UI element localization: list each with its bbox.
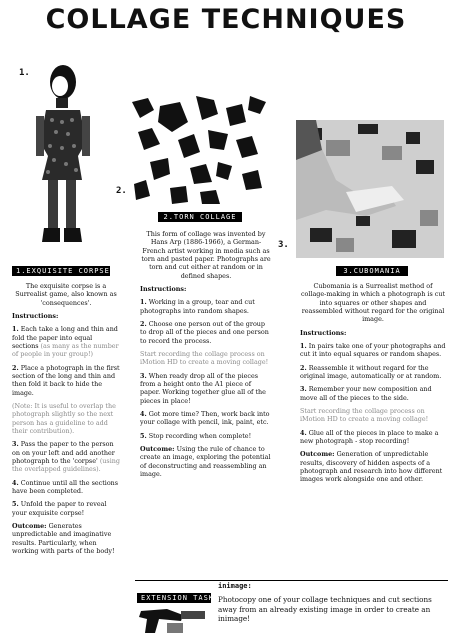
label-cubomania: 3.CUBOMANIA	[336, 266, 408, 276]
exquisite-corpse-image	[28, 60, 98, 250]
cubomania-image	[296, 120, 444, 258]
column-cubomania	[300, 282, 446, 489]
recording-note: Start recording the collage process on iMotion HD to create a moving collage!	[140, 349, 269, 367]
outcome: Outcome: Generation of unpredictable results, discovery of hidden aspects of a photograph and research into how different images work alongside one and other.	[300, 450, 443, 484]
step-1: 1. In pairs take one of your photographs and cut it into equal squares or random shapes.	[300, 341, 446, 359]
step-3: 3. Remember your new composition and move all of the pieces to the side.	[300, 385, 432, 402]
step-5: 5. Unfold the paper to reveal your exquisite corpse!	[12, 500, 107, 517]
extension-title: inimage:	[218, 582, 252, 590]
step-4: 4. Continue until all the sections have been completed.	[12, 478, 119, 495]
step-3: 3. When ready drop all of the pieces from a height onto the A1 piece of paper. Working together glue all of the pieces in place!	[140, 371, 266, 405]
label-torn-collage: 2.TORN COLLAGE	[158, 212, 242, 222]
page-title: COLLAGE TECHNIQUES	[45, 4, 407, 35]
intro-text: This form of collage was invented by Hans Arp (1886-1966), a German-French artist working in media such as torn and pasted paper. Photographs are torn and cut either at random or in defined shapes.	[141, 230, 271, 280]
section-number-3: 3.	[278, 240, 289, 250]
section-number-1: 1.	[19, 68, 30, 78]
step-1: 1. Working in a group, tear and cut photographs into random shapes.	[140, 298, 255, 315]
column-torn-collage	[140, 230, 272, 483]
note-text: (Note: It is useful to overlap the photograph slightly so the next person has a guideline to add their contribution).	[12, 401, 116, 435]
torn-collage-image	[130, 92, 270, 207]
intro-text: Cubomania is a Surrealist method of collage-making in which a photograph is cut into squares or other shapes and reassembled without regard for the original image.	[300, 282, 446, 324]
label-extension-task: EXTENSION TASK	[137, 593, 211, 603]
label-exquisite-corpse: 1.EXQUISITE CORPSE	[12, 266, 110, 276]
step-4: 4. Got more time? Then, work back into your collage with pencil, ink, paint, etc.	[140, 409, 270, 427]
step-4: 4. Glue all of the pieces in place to make a new photograph - stop recording!	[300, 428, 439, 445]
instructions-heading: Instructions:	[300, 328, 347, 337]
recording-note: Start recording the collage process on iMotion HD to create a moving collage!	[300, 406, 429, 424]
step-5: 5. Stop recording when complete!	[140, 431, 252, 440]
outcome: Outcome: Generates unpredictable and imaginative results. Particularly, when working with parts of the body!	[12, 521, 115, 555]
step-3: 3. Pass the paper to the person on on your left and add another photograph to the 'corpse' (using the overlapped guidelines).	[12, 440, 120, 474]
instructions-heading: Instructions:	[12, 311, 59, 320]
step-2: 2. Choose one person out of the group to drop all of the pieces and one person to record the process.	[140, 319, 269, 345]
step-1: 1. Each take a long and thin and fold the paper into equal sections (as many as the number of people in your group!)	[12, 325, 119, 359]
intro-text: The exquisite corpse is a Surrealist game, also known as 'consequences'.	[15, 282, 117, 307]
outcome: Outcome: Using the rule of chance to create an image, exploring the potential of deconstructing and reassembling an image.	[140, 444, 271, 478]
extension-text: Photocopy one of your collage techniques and cut sections away from an already existing image in order to create an inimage!	[218, 595, 432, 624]
step-2: 2. Place a photograph in the first section of the long and thin and then fold it back to hide the image.	[12, 363, 120, 397]
column-exquisite-corpse	[12, 282, 120, 560]
inimage-example-image	[137, 605, 209, 638]
step-2: 2. Reassemble it without regard for the original image, automatically or at random.	[300, 363, 442, 380]
divider-line	[135, 580, 448, 581]
section-number-2: 2.	[116, 186, 127, 196]
instructions-heading: Instructions:	[140, 284, 187, 293]
